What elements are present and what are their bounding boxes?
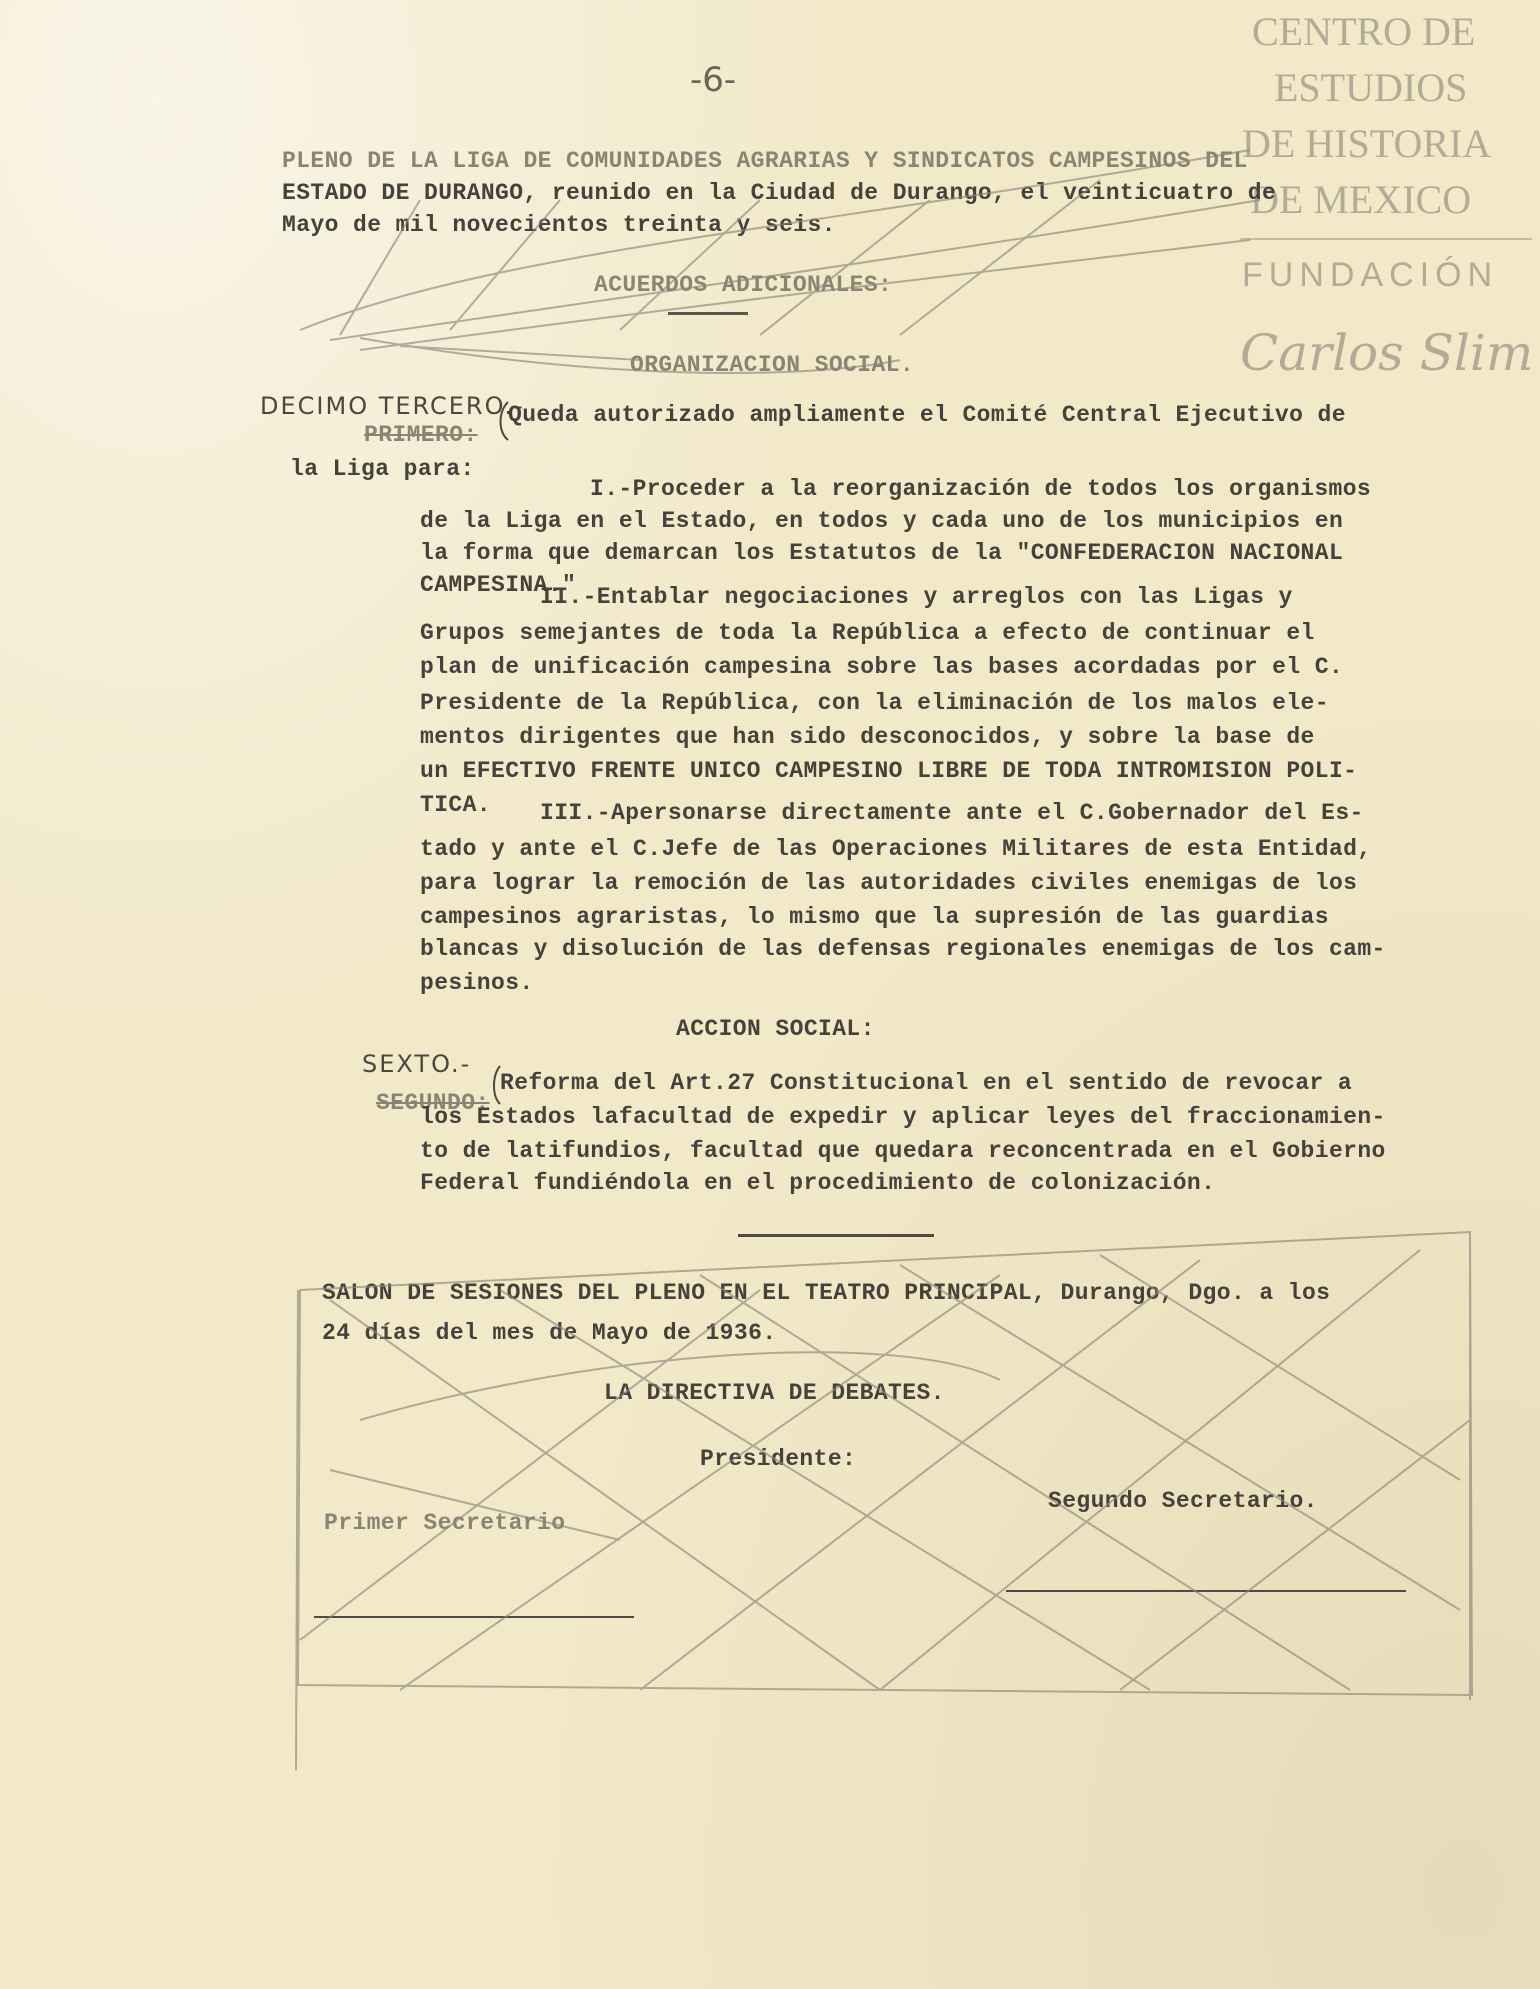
closing-presidente: Presidente:: [700, 1446, 857, 1472]
annotation-decimo-tercero: DECIMO TERCERO.-: [260, 392, 525, 420]
segundo-line1: Reforma del Art.27 Constitucional en el sentido de revocar a: [500, 1070, 1353, 1096]
closing-primer-secretario: Primer Secretario: [324, 1510, 566, 1536]
header-line2: ESTADO DE DURANGO, reunido en la Ciudad de Durango, el veinticuatro de: [282, 180, 1277, 206]
segundo-line3: to de latifundios, facultad que quedara reconcentrada en el Gobierno: [420, 1138, 1386, 1164]
section-divider: [738, 1234, 934, 1237]
annotation-sexto: SEXTO.-: [362, 1050, 472, 1078]
watermark-line6: Carlos Slim: [1240, 324, 1534, 382]
closing-directiva: LA DIRECTIVA DE DEBATES.: [604, 1380, 945, 1406]
watermark-line3: DE HISTORIA: [1242, 121, 1492, 166]
watermark-divider: [1240, 238, 1532, 240]
organizacion-title: ORGANIZACION SOCIAL.: [630, 352, 915, 378]
header-line1: PLENO DE LA LIGA DE COMUNIDADES AGRARIAS Y SINDICATOS CAMPESINOS DEL: [282, 148, 1248, 174]
signature-line-right: [1006, 1590, 1406, 1592]
closing-segundo-secretario: Segundo Secretario.: [1048, 1488, 1318, 1514]
item2-line1: II.-Entablar negociaciones y arreglos con las Ligas y: [540, 584, 1293, 610]
accion-title: ACCION SOCIAL:: [676, 1016, 875, 1042]
item1-line4: CAMPESINA.": [420, 572, 577, 598]
item2-line6: un EFECTIVO FRENTE UNICO CAMPESINO LIBRE DE TODA INTROMISION POLI-: [420, 758, 1358, 784]
header-line3: Mayo de mil novecientos treinta y seis.: [282, 212, 836, 238]
segundo-line2: los Estados lafacultad de expedir y aplicar leyes del fraccionamien-: [420, 1104, 1386, 1130]
item1-line1: I.-Proceder a la reorganización de todos los organismos: [590, 476, 1372, 502]
watermark-line2: ESTUDIOS: [1274, 65, 1468, 110]
page-number: -6-: [690, 60, 737, 100]
closing-line2: 24 días del mes de Mayo de 1936.: [322, 1320, 777, 1346]
watermark-line5: FUNDACIÓN: [1242, 256, 1499, 294]
item3-line1: III.-Apersonarse directamente ante el C.Gobernador del Es-: [540, 800, 1364, 826]
acuerdos-title: ACUERDOS ADICIONALES:: [594, 272, 893, 298]
item2-line4: Presidente de la República, con la eliminación de los malos ele-: [420, 690, 1329, 716]
item2-line7: TICA.: [420, 792, 492, 818]
item3-line3: para lograr la remoción de las autoridades civiles enemigas de los: [420, 870, 1358, 896]
signature-line-left: [314, 1616, 634, 1618]
primero-line2: la Liga para:: [290, 456, 475, 482]
item1-line2: de la Liga en el Estado, en todos y cada uno de los municipios en: [420, 508, 1344, 534]
segundo-label: SEGUNDO:: [376, 1090, 490, 1116]
primero-line1: Queda autorizado ampliamente el Comité Central Ejecutivo de: [508, 402, 1346, 428]
item3-line6: pesinos.: [420, 970, 534, 996]
item3-line4: campesinos agraristas, lo mismo que la supresión de las guardias: [420, 904, 1329, 930]
item3-line2: tado y ante el C.Jefe de las Operaciones Militares de esta Entidad,: [420, 836, 1372, 862]
acuerdos-underline: [668, 312, 748, 315]
primero-label: PRIMERO:: [364, 422, 478, 448]
watermark-line1: CENTRO DE: [1252, 9, 1476, 54]
watermark-line4: DE MEXICO: [1250, 177, 1472, 222]
segundo-line4: Federal fundiéndola en el procedimiento de colonización.: [420, 1170, 1216, 1196]
item3-line5: blancas y disolución de las defensas regionales enemigas de los cam-: [420, 936, 1386, 962]
item2-line5: mentos dirigentes que han sido desconocidos, y sobre la base de: [420, 724, 1315, 750]
closing-line1: SALON DE SESIONES DEL PLENO EN EL TEATRO PRINCIPAL, Durango, Dgo. a los: [322, 1280, 1331, 1306]
item1-line3: la forma que demarcan los Estatutos de la "CONFEDERACION NACIONAL: [420, 540, 1344, 566]
item2-line3: plan de unificación campesina sobre las bases acordadas por el C.: [420, 654, 1344, 680]
item2-line2: Grupos semejantes de toda la República a efecto de continuar el: [420, 620, 1315, 646]
